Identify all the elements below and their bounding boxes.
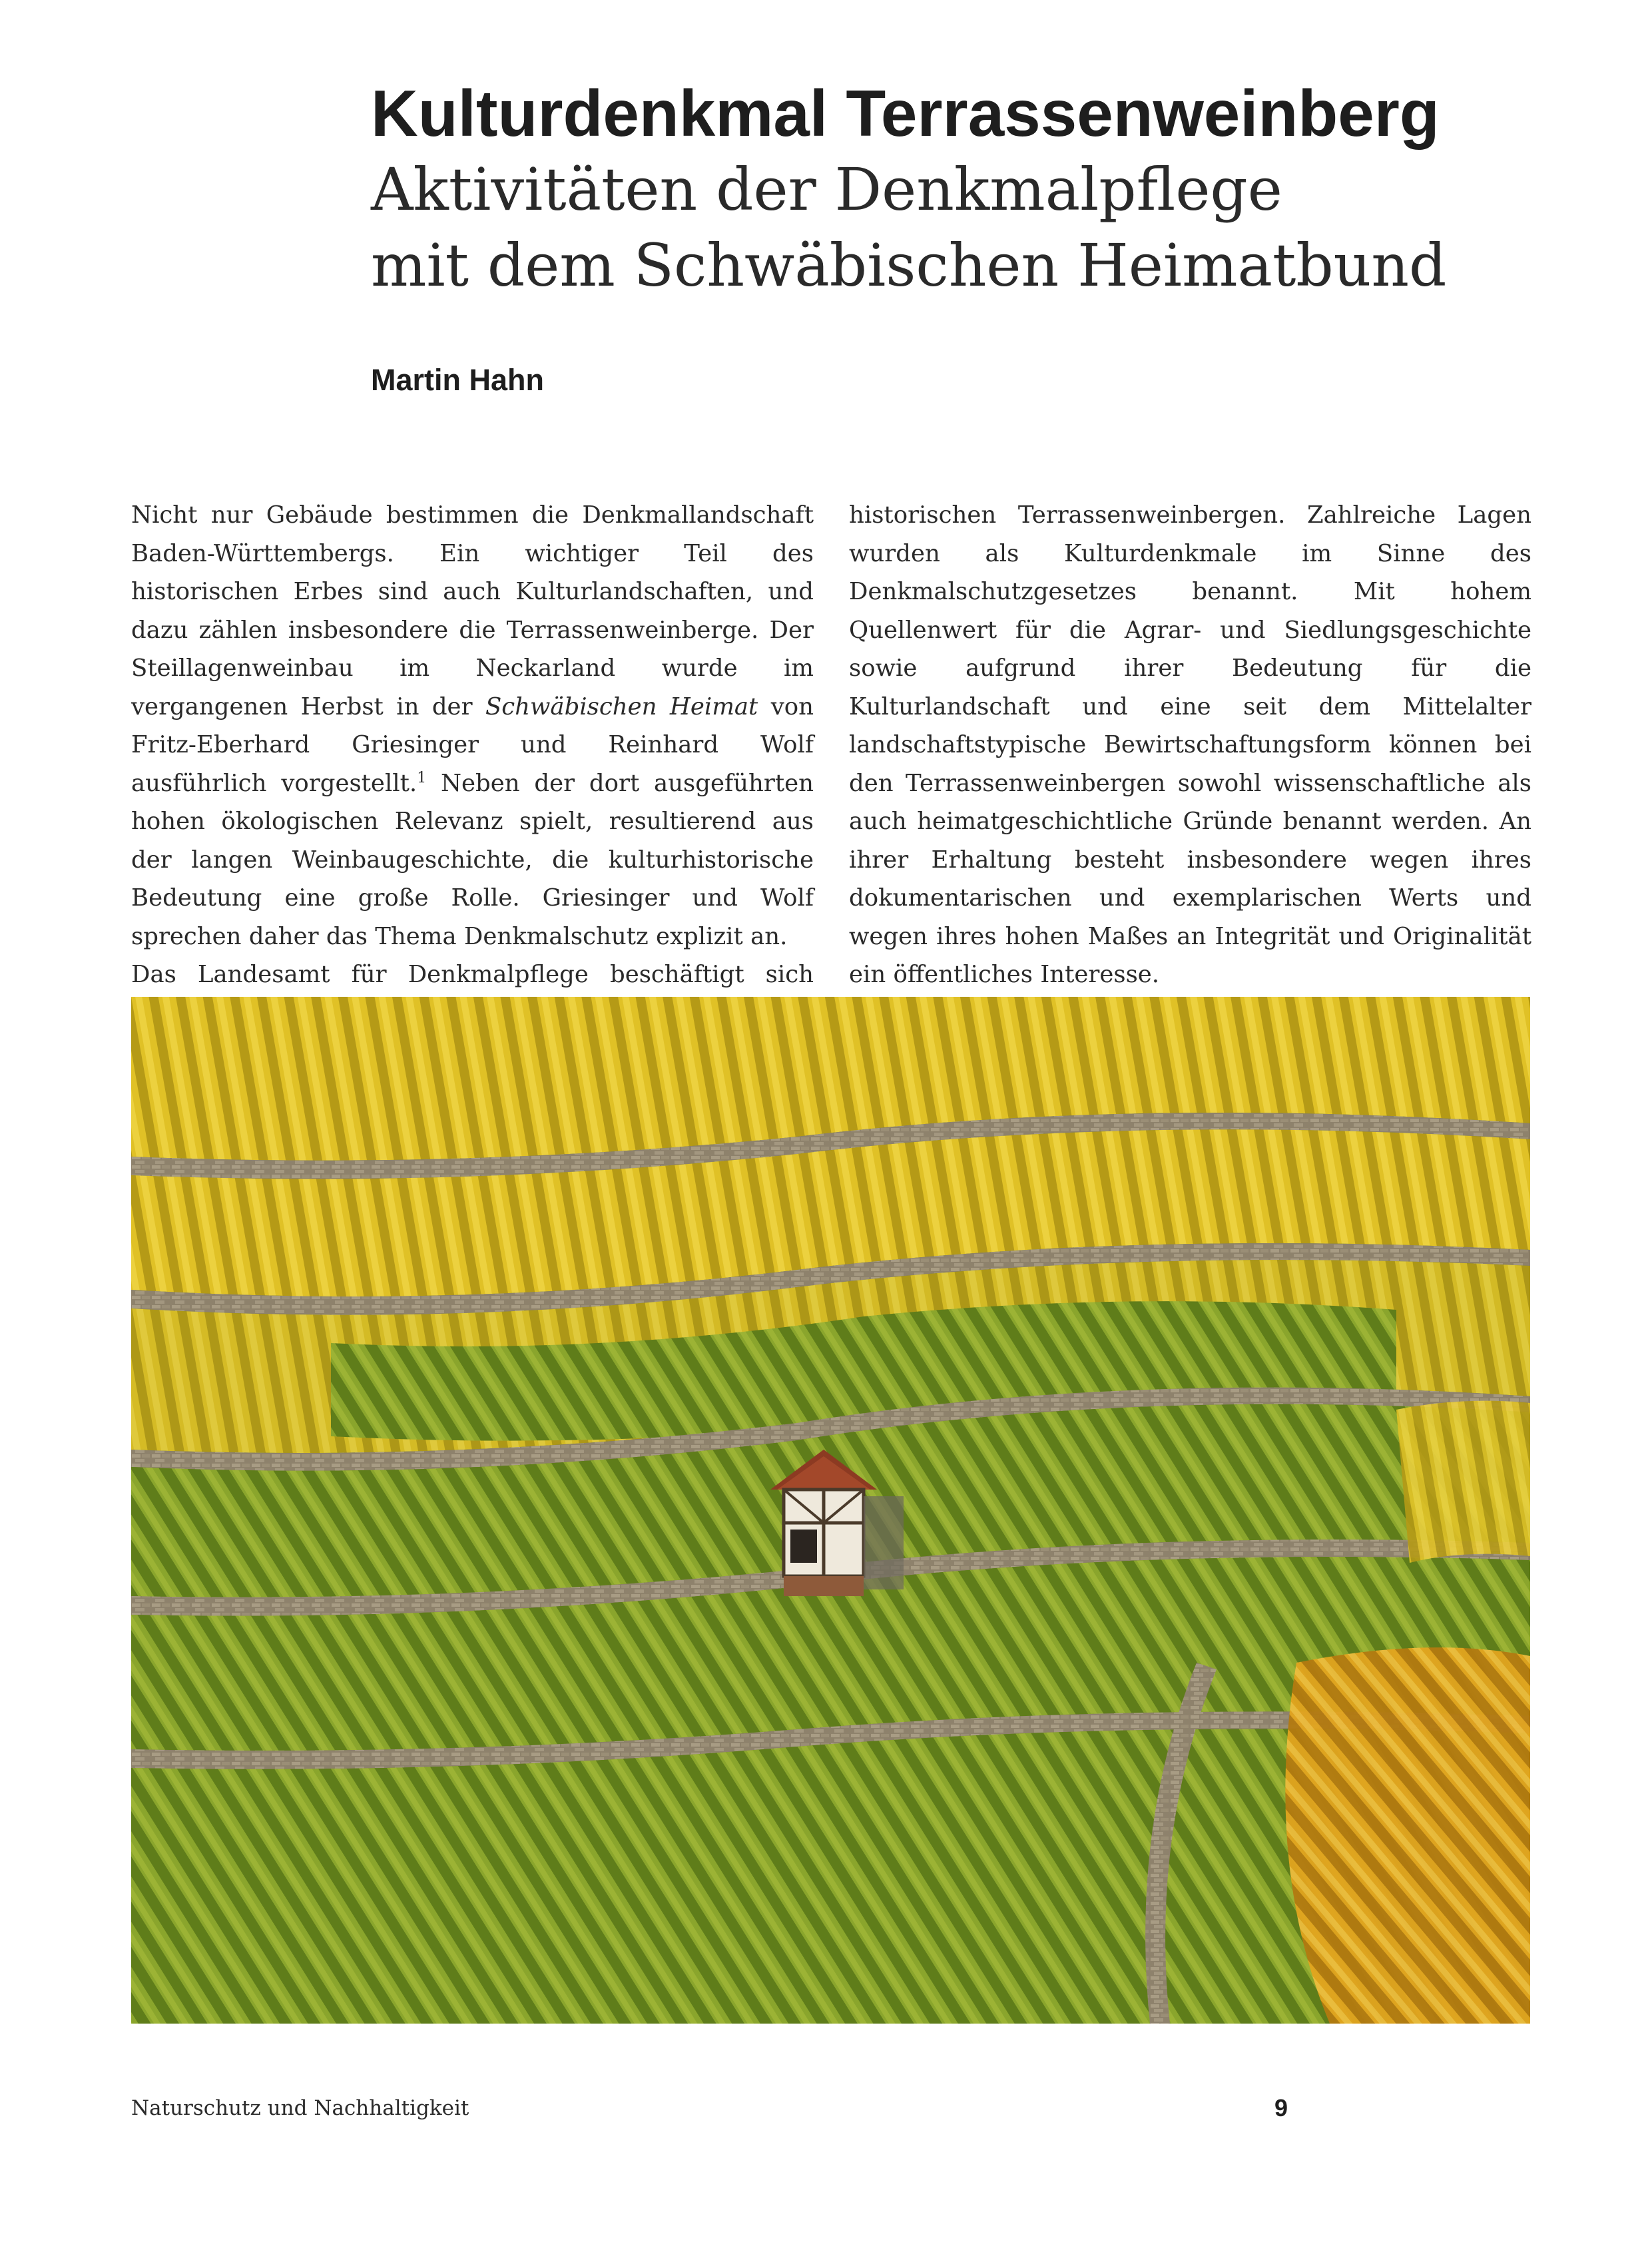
article-subtitle-line-1: Aktivitäten der Denkmalpflege [371,155,1282,224]
paragraph-2-continued: historischen Terrassenweinbergen. Zahlreiche Lagen wurden als Kulturdenkmale im Sinne des Denkmalschutzgesetzes benannt. Mit hohem Quellenwert für die Agrar- und Siedlungsgeschichte sowie aufgrund ihrer Bedeutung für die Kulturlandschaft und eine seit dem Mittelalter landschaftstypische Bewirtschaftungsform können bei den Terrassenweinbergen sowohl wissenschaftliche als auch heimatgeschichtliche Gründe benannt werden. An ihrer Erhaltung besteht insbesondere wegen ihres dokumentarischen und exemplarischen Werts und wegen ihres hohen Maßes an Integrität und Originalität ein öffentliches Interesse. [849,501,1531,988]
article-subtitle-line-2: mit dem Schwäbischen Heimatbund [371,231,1447,300]
paragraph-1 [131,496,814,956]
paragraph-2: Das Landesamt für Denkmalpflege beschäftigt sich [131,961,814,988]
vineyard-illustration [131,997,1530,2024]
vineyard-terraces-photo [131,997,1530,2024]
footnote-reference: 1 [417,769,427,786]
page-number: 9 [1274,2094,1288,2121]
paragraph-1-part-b: von Fritz-Eberhard Griesinger und Reinhard Wolf ausführlich vorgestellt. [131,693,814,797]
paragraph-1-part-c: Neben der dort ausgeführten hohen ökologischen Relevanz spielt, resultierend aus der langen Weinbaugeschichte, die kulturhistorische Bedeutung eine große Rolle. Griesinger und Wolf sprechen daher das Thema Denkmalschutz explizit an. [131,769,814,950]
article-title: Kulturdenkmal Terrassenweinberg [371,77,1440,150]
article-header [371,75,1569,304]
paragraph-1-part-a: Nicht nur Gebäude bestimmen die Denkmallandschaft Baden-Württembergs. Ein wichtiger Teil des historischen Erbes sind auch Kulturlandschaften, und dazu zählen insbesondere die Terrassenweinberge. Der Steillagenweinbau im Neckarland wurde im vergangenen Herbst in der [131,501,814,720]
footer-section-name: Naturschutz und Nachhaltigkeit [131,2096,469,2120]
magazine-title-italic: Schwäbischen Heimat [485,693,758,720]
text-column-left [131,496,814,1071]
text-column-right [849,496,1531,994]
article-author: Martin Hahn [371,363,545,397]
